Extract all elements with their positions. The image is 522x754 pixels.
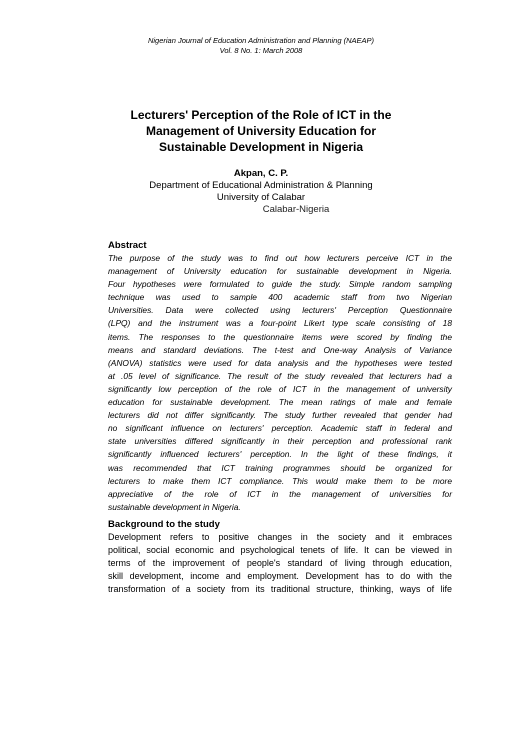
abstract-line: items. The responses to the questionnaire items were scored by finding the <box>108 331 452 342</box>
abstract-line: Universities. Data were collected using lecturers' Perception Questionnaire <box>108 305 452 316</box>
background-line: skill development, income and employment. Development has to do with the <box>108 571 452 581</box>
abstract-line: means and standard deviations. The t-test and One-way Analysis of Variance <box>108 344 452 355</box>
author-block <box>0 168 522 216</box>
abstract-line: was recommended that ICT training programmes should be organized for <box>108 462 452 473</box>
journal-name: Nigerian Journal of Education Administration and Planning (NAEAP) <box>147 36 375 45</box>
abstract-line: Four hypotheses were formulated to guide the study. Simple random sampling <box>108 279 452 290</box>
background-section <box>108 518 452 596</box>
background-body <box>108 531 452 596</box>
author-department: Department of Educational Administration & Planning <box>149 180 373 191</box>
title-line: Sustainable Development in Nigeria <box>158 140 364 154</box>
abstract-line: state universities differed significantly in their perception and professional rank <box>108 436 452 447</box>
background-line: political, social economic and psychological tenets of life. It can be viewed in <box>108 545 452 555</box>
paper-title <box>100 107 422 155</box>
background-line: terms of the improvement of people's standard of living through education, <box>108 558 452 568</box>
background-heading: Background to the study <box>108 519 220 530</box>
title-line: Management of University Education for <box>145 124 377 138</box>
abstract-body <box>108 252 452 514</box>
title-line: Lecturers' Perception of the Role of ICT in the <box>130 108 392 122</box>
abstract-heading: Abstract <box>108 240 147 251</box>
abstract-section <box>108 240 452 514</box>
abstract-line: (ANOVA) statistics were used for data analysis and the hypotheses were tested <box>108 357 452 368</box>
abstract-line: significantly influenced lecturers' perception. In the light of these findings, it <box>108 449 452 460</box>
author-location: Calabar-Nigeria <box>262 204 330 215</box>
abstract-line: (LPQ) and the instrument was a four-point Likert type scale consisting of 18 <box>108 318 452 329</box>
journal-header <box>0 36 522 56</box>
journal-volume: Vol. 8 No. 1: March 2008 <box>219 46 303 55</box>
abstract-line: education for sustainable development. The mean ratings of male and female <box>108 397 452 408</box>
abstract-line: sustainable development in Nigeria. <box>108 501 241 512</box>
abstract-line: technique was used to sample 400 academic staff from two Nigerian <box>108 292 452 303</box>
abstract-line: significantly low perception of the role of ICT in the management of university <box>108 383 452 394</box>
background-line: Development refers to positive changes in the society and it embraces <box>108 532 452 542</box>
author-name: Akpan, C. P. <box>233 168 289 179</box>
abstract-line: management of University education for sustainable development in Nigeria. <box>108 266 452 277</box>
abstract-line: appreciative of the role of ICT in the management of universities for <box>108 488 452 499</box>
abstract-line: no significant influence on lecturers' perception. Academic staff in federal and <box>108 423 452 434</box>
abstract-line: The purpose of the study was to find out how lecturers perceive ICT in the <box>108 253 452 263</box>
author-university: University of Calabar <box>216 192 306 203</box>
abstract-line: lecturers did not differ significantly. The study further revealed that gender had <box>108 410 452 421</box>
background-line: transformation of a society from its traditional structure, thinking, ways of life <box>108 584 452 594</box>
abstract-line: at .05 level of significance. The result of the study revealed that lecturers had a <box>108 370 452 381</box>
abstract-line: lecturers to make them ICT compliance. This would make them to be more <box>108 475 452 486</box>
